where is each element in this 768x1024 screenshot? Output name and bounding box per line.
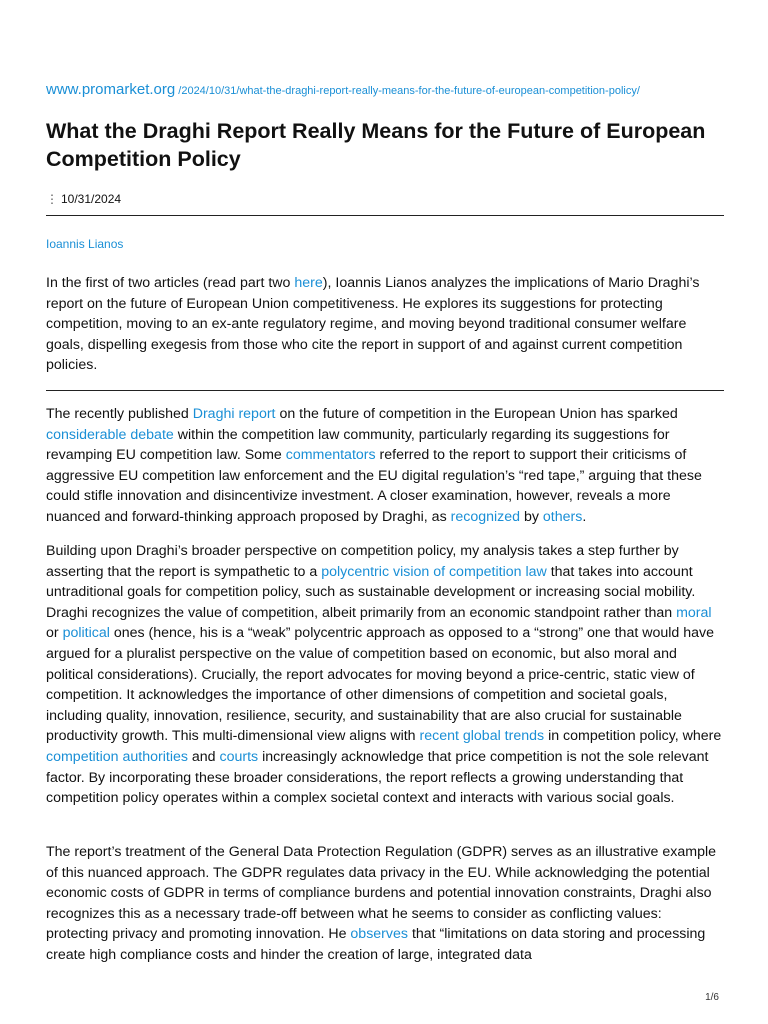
date-row — [46, 192, 121, 206]
header-divider — [46, 215, 724, 216]
body-paragraph-1 — [46, 404, 724, 528]
text: and — [187, 748, 220, 765]
intro-divider — [46, 390, 724, 391]
text: . — [582, 508, 587, 525]
text: The report’s treatment of the General Data Protection Regulation (GDPR) serves as an illustrative example of this nuanced approach. The GDPR regulates data privacy in the EU. While acknowledging the potential economic costs of GDPR in terms of compliance burdens and potential innovation constraints, Draghi also recognizes this as a necessary trade-off between what he seems to consider as conflicting values: protecting privacy and promoting innovation. He — [46, 844, 717, 943]
draghi-report-link[interactable]: Draghi report — [192, 406, 276, 422]
text: or — [46, 625, 63, 642]
text: Building upon Draghi’s broader perspective on competition policy, my analysis takes a step further by asserting that the report is sympathetic to a — [46, 543, 679, 580]
body-paragraph-3 — [46, 842, 724, 966]
text: within the competition law community, particularly regarding its suggestions for revamping EU competition law. Some — [46, 426, 670, 464]
text: that “limitations on data storing and processing create high compliance costs and hinder the creation of large, integrated data — [46, 926, 706, 963]
recent-global-trends-link[interactable]: recent global trends — [419, 728, 545, 745]
courts-link[interactable]: courts — [219, 748, 259, 765]
source-url[interactable] — [46, 81, 640, 99]
polycentric-vision-link[interactable]: polycentric vision of competition law — [321, 563, 547, 580]
text: on the future of competition in the European Union has sparked — [275, 406, 678, 422]
others-link[interactable]: others — [542, 508, 583, 525]
moral-link[interactable]: moral — [676, 604, 712, 621]
competition-authorities-link[interactable]: competition authorities — [46, 748, 188, 765]
political-link[interactable]: political — [62, 625, 110, 642]
considerable-debate-link[interactable]: considerable debate — [46, 426, 174, 443]
text: ), Ioannis Lianos analyzes the implications of Mario Draghi’s report on the future of European Union competitiveness. He explores its suggestions for protecting competition, moving to an ex-ante regulatory regime, and moving beyond traditional consumer welfare goals, dispelling exegesis from those who cite the report in support of and against current competition policies. — [46, 275, 700, 374]
url-domain-link[interactable]: www.promarket.org — [46, 81, 176, 98]
text: In the first of two articles (read part two — [46, 275, 295, 291]
observes-link[interactable]: observes — [350, 926, 408, 943]
recognized-link[interactable]: recognized — [450, 508, 521, 525]
text: referred to the report to support their criticisms of aggressive EU competition law enforcement and the EU digital regulation’s “red tape,” arguing that these could stifle innovation and disincentivize investment. A closer examination, however, reveals a more nuanced and forward-thinking approach proposed by Draghi, as — [46, 447, 702, 525]
body-paragraph-2 — [46, 541, 724, 809]
intro-paragraph — [46, 273, 724, 376]
text: in competition policy, where — [544, 728, 722, 745]
commentators-link[interactable]: commentators — [285, 447, 376, 464]
text: ones (hence, his is a “weak” polycentric approach as opposed to a “strong” one that would have argued for a pluralist perspective on the value of competition based on economic, but also moral and political considerations). Crucially, the report advocates for moving beyond a price-centric, static view of competition. It acknowledges the importance of other dimensions of competition and societal goals, including quality, innovation, resilience, security, and sustainability that are also crucial for sustainable productivity growth. This multi-dimensional view aligns with — [46, 625, 714, 745]
text: The recently published — [46, 406, 193, 422]
text: that takes into account untraditional goals for competition policy, such as sustainable development or increasing social mobility. Draghi recognizes the value of competition, albeit primarily from an economic standpoint rather than — [46, 563, 696, 621]
text: increasingly acknowledge that price competition is not the sole relevant factor. By incorporating these broader considerations, the report reflects a growing understanding that competition policy operates within a complex societal context and interacts with various social goals. — [46, 748, 709, 807]
url-path-link[interactable]: /2024/10/31/what-the-draghi-report-really-means-for-the-future-of-european-competition-policy/ — [175, 85, 640, 97]
part-two-link[interactable]: here — [294, 275, 323, 291]
more-vertical-icon: ⋮ — [46, 192, 58, 206]
author-link[interactable]: Ioannis Lianos — [46, 237, 124, 251]
page-number: 1/6 — [705, 992, 719, 1003]
text: by — [520, 508, 543, 525]
article-title: What the Draghi Report Really Means for the Future of European Competition Policy — [46, 119, 706, 171]
publish-date: 10/31/2024 — [61, 192, 122, 206]
